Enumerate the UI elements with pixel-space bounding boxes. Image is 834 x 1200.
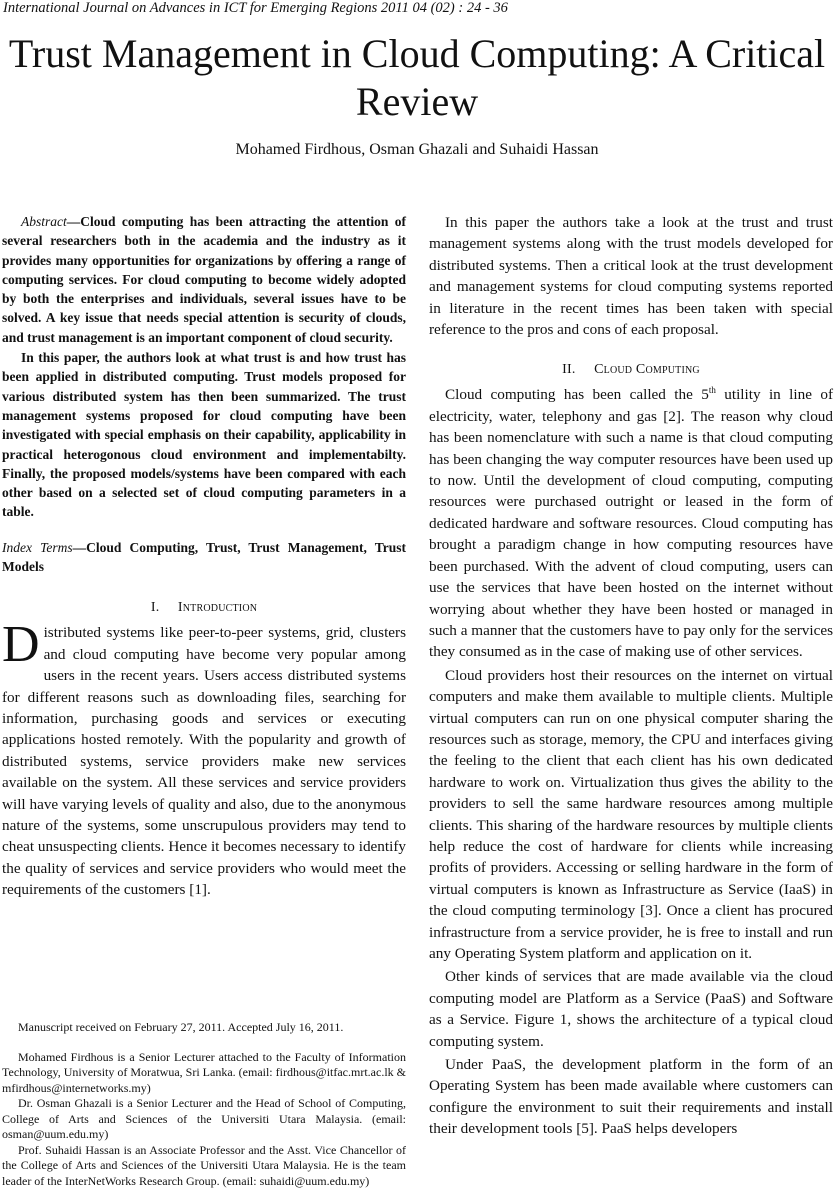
cloud-text-1a: Cloud computing has been called the 5 (445, 386, 709, 404)
superscript-th: th (708, 385, 716, 396)
author-list: Mohamed Firdhous, Osman Ghazali and Suhaidi Hassan (235, 141, 599, 158)
drop-cap: D (2, 616, 40, 674)
title-line-2: Review (355, 79, 479, 124)
footnote-manuscript-received: Manuscript received on February 27, 2011. Accepted July 16, 2011. (18, 1020, 344, 1034)
abstract-paragraph-2: In this paper, the authors look at what trust is and how trust has been applied in distributed computing. Trust models proposed for various distributed system has then been summarized. The trust management systems proposed for cloud computing have been investigated with special emphasis on their capability, applicability in practical heterogonous cloud environment and implementabilty. Finally, the proposed models/systems have been compared with each other based on a selected set of cloud computing parameters in a table. (2, 350, 406, 520)
title-line-1: Trust Management in Cloud Computing: A Critical (8, 31, 826, 76)
cloud-text-1b: utility in line of electricity, water, telephony and gas [2]. The reason why cloud has been nomenclature with such a name is that cloud computing has been changing the way computer resources have been used up to now. Until the development of cloud computing, computing resources were purchased outright or leased in the form of dedicated hardware and software resources. Cloud computing has brought a paradigm change in how computing resources have been purchased. With the advent of cloud computing, users can use the services that have been hosted on the internet without worrying about whether they have been hosted or managed in such a manner that the customers have to pay only for the services they consumed as in the case of making use of other services. (429, 386, 833, 661)
section-heading-cloud-computing (429, 362, 833, 378)
introduction-paragraph-2: In this paper the authors take a look at the trust and trust management systems along with the trust models developed for distributed systems. Then a critical look at the trust development and management systems for cloud computing systems reported in literature in the recent times has been taken with special reference to the pros and cons of each proposal. (429, 214, 833, 339)
index-terms (2, 538, 406, 577)
abstract-text-1: —Cloud computing has been attracting the attention of several researchers both in the academia and the industry as it provides many opportunities for organizations by offering a range of computing services. For cloud computing to become widely adopted by both the enterprises and individuals, several issues have to be solved. A key issue that needs special attention is security of clouds, and trust management is an important component of cloud security. (2, 214, 406, 345)
left-column (2, 212, 406, 901)
journal-header: International Journal on Advances in ICT for Emerging Regions 2011 04 (02) : 24 - 36 (3, 0, 508, 16)
index-terms-text: —Cloud Computing, Trust, Trust Management, Trust Models (2, 539, 406, 575)
footnote-author-3: Prof. Suhaidi Hassan is an Associate Professor and the Asst. Vice Chancellor of the College of Arts and Sciences of the Universiti Utara Malaysia. He is the team leader of the InterNetWorks Research Group. (email: suhaidi@uum.edu.my) (2, 1142, 406, 1188)
right-column (429, 212, 833, 1140)
section-title: Cloud Computing (594, 362, 700, 378)
cloud-paragraph-2: Cloud providers host their resources on the internet on virtual computers and make them available to multiple clients. Multiple virtual computers can run on one physical computer sharing the resources such as storage, memory, the CPU and interfaces giving the feeling to the client that each client has his own dedicated hardware to work on. Virtualization thus gives the ability to the providers to sell the same hardware resources among multiple clients. This sharing of the hardware resources by multiple clients help reduce the cost of hardware for clients while increasing profits of providers. Accessing or selling hardware in the form of virtual computers is known as Infrastructure as Service (IaaS) in the cloud computing terminology [3]. Once a client has procured infrastructure from a service provider, he is free to install and run any Operating System platform and application on it. (429, 666, 833, 962)
paper-title (0, 30, 834, 126)
section-number: II. (562, 362, 576, 378)
cloud-paragraph-4: Under PaaS, the development platform in the form of an Operating System has been made available where customers can configure the environment to suit their requirements and install their development tools [5]. PaaS helps developers (429, 1056, 833, 1138)
section-heading-introduction (2, 600, 406, 616)
footnote-author-2: Dr. Osman Ghazali is a Senior Lecturer and the Head of School of Computing, College of Arts and Sciences of the Universiti Utara Malaysia. (email: osman@uum.edu.my) (2, 1096, 406, 1141)
cloud-paragraph-1 (429, 384, 833, 662)
introduction-paragraph-1 (2, 616, 406, 900)
footnotes (2, 1020, 406, 1189)
section-title: Introduction (177, 600, 258, 616)
section-number: I. (150, 600, 160, 616)
abstract-label: Abstract (21, 214, 67, 229)
introduction-text: istributed systems like peer-to-peer systems, grid, clusters and cloud computing have become very popular among users in the recent years. Users access distributed systems for different reasons such as downloading files, searching for information, purchasing goods and services or executing applications hosted remotely. With the popularity and growth of distributed systems, service providers make new services available on the system. All these services and service providers will have varying levels of quality and also, due to the anonymous nature of the systems, some unscrupulous providers may tend to cheat unsuspecting clients. Hence it becomes necessary to identify the quality of services and service providers who would meet the requirements of the customers [1]. (2, 624, 406, 899)
footnote-author-1: Mohamed Firdhous is a Senior Lecturer attached to the Faculty of Information Technology, University of Moratwua, Sri Lanka. (email: firdhous@itfac.mrt.ac.lk & mfirdhous@internetworks.my) (2, 1049, 406, 1095)
abstract-paragraph-1 (2, 212, 406, 347)
cloud-paragraph-3: Other kinds of services that are made available via the cloud computing model are Platform as a Service (PaaS) and Software as a Service. Figure 1, shows the architecture of a typical cloud computing system. (429, 968, 833, 1050)
index-terms-label: Index Terms (2, 539, 73, 555)
abstract (2, 212, 406, 522)
